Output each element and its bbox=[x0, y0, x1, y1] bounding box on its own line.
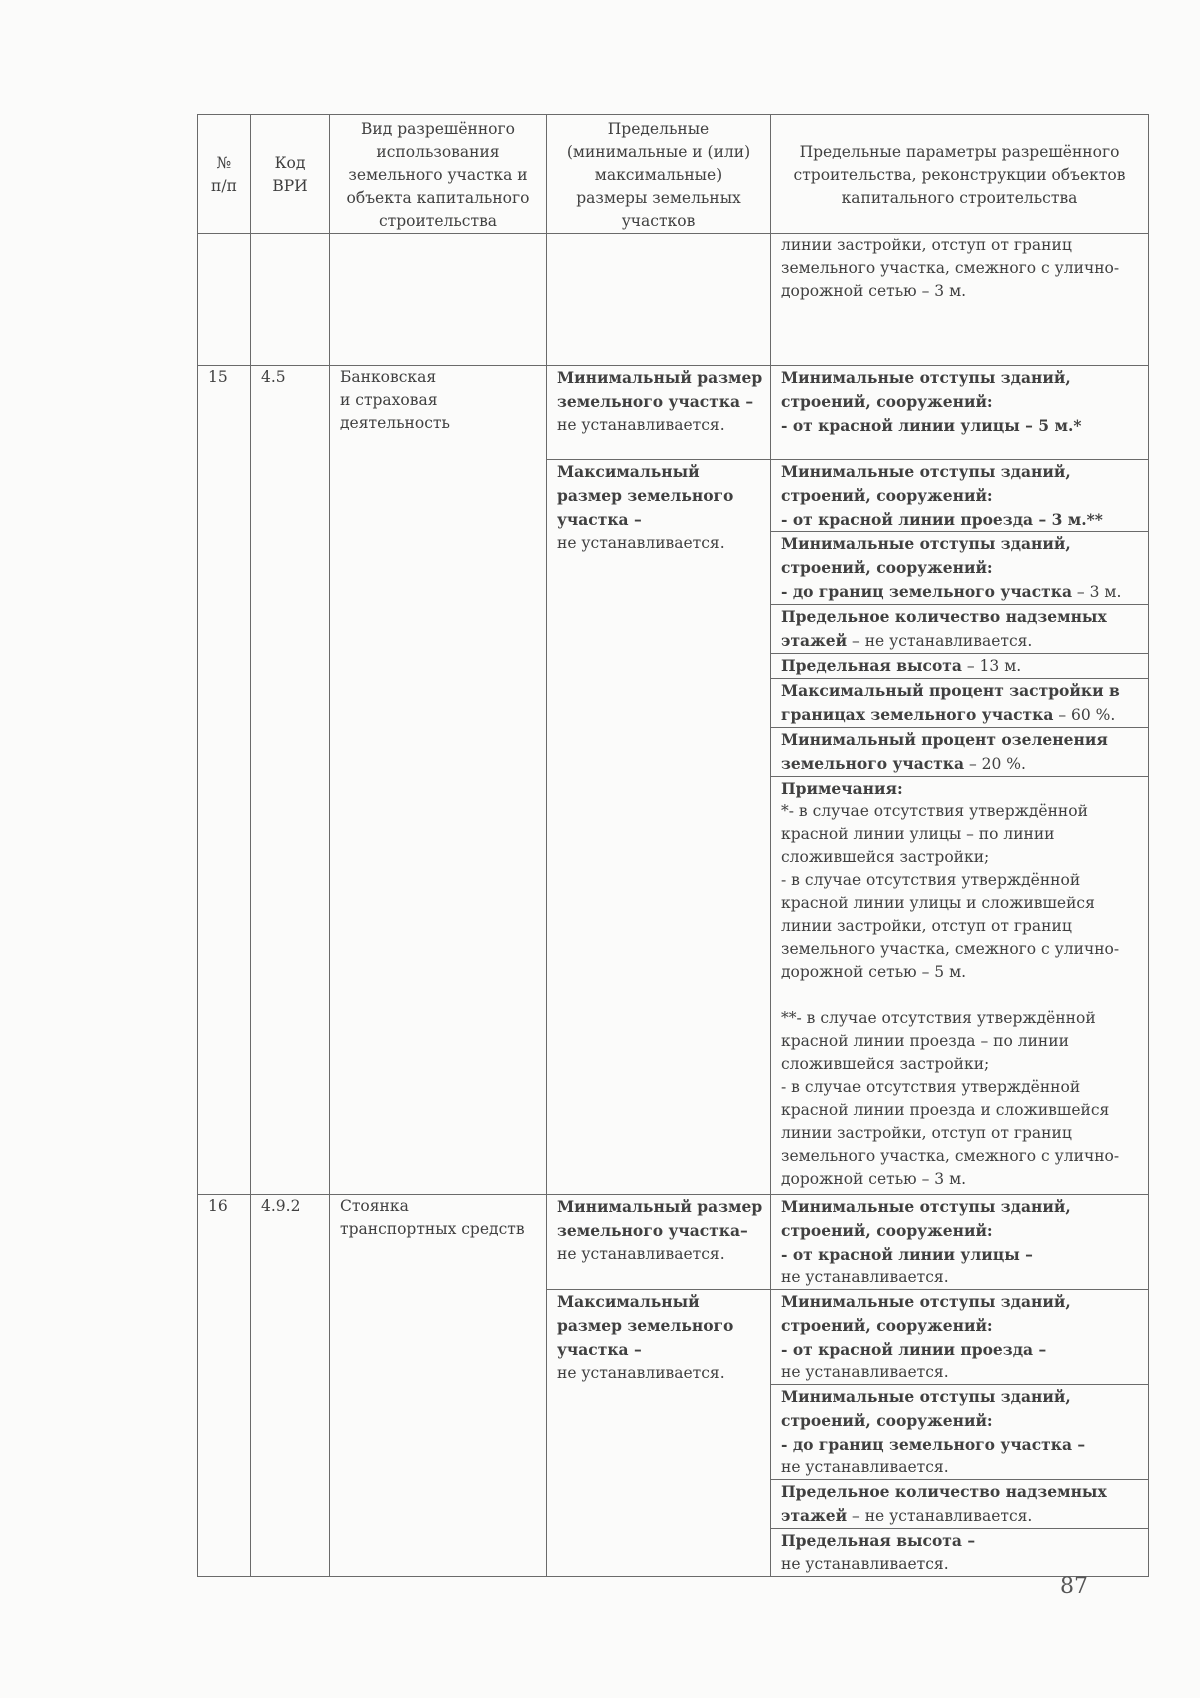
param-value: – 60 %. bbox=[1053, 706, 1116, 724]
param-label: Минимальные отступы зданий, строений, сооружений: bbox=[781, 1292, 1071, 1335]
param-label: Минимальные отступы зданий, строений, сооружений: bbox=[781, 1387, 1071, 1430]
header-use-type-line3: земельного участка и bbox=[348, 165, 528, 184]
table-row bbox=[198, 1195, 1149, 1290]
page-number: 87 bbox=[1060, 1574, 1088, 1599]
param-label: Минимальные отступы зданий, строений, сооружений: bbox=[781, 534, 1071, 577]
cell-empty bbox=[330, 234, 547, 366]
param-label: Предельное количество надземных этажей bbox=[781, 1482, 1107, 1525]
min-plot-size-label: Минимальный размер земельного участка – bbox=[557, 368, 763, 411]
min-plot-size bbox=[547, 1195, 771, 1290]
param-value: не устанавливается. bbox=[781, 1458, 949, 1476]
row-code: 4.5 bbox=[251, 366, 330, 1195]
max-plot-size-value: не устанавливается. bbox=[557, 1364, 725, 1382]
note-text: - в случае отсутствия утверждённой красной линии проезда и сложившейся линии застройки, отступ от границ земельного участка, смежного с улично-дорожной сетью – 3 м. bbox=[781, 1078, 1120, 1188]
header-plot-sizes-line5: участков bbox=[621, 211, 696, 230]
header-plot-sizes-line2: (минимальные и (или) bbox=[566, 142, 751, 161]
table-row bbox=[198, 366, 1149, 460]
param-setback-passage bbox=[771, 1290, 1149, 1385]
row-number: 15 bbox=[198, 366, 251, 1195]
param-value-label: - от красной линии проезда – bbox=[781, 1340, 1047, 1359]
param-value: – 13 м. bbox=[961, 657, 1022, 675]
param-value: не устанавливается. bbox=[781, 1363, 949, 1381]
row-use-type bbox=[330, 366, 547, 1195]
param-value: – 3 м. bbox=[1072, 583, 1122, 601]
header-use-type-line4: объекта капитального bbox=[346, 188, 530, 207]
note-text: *- в случае отсутствия утверждённой красной линии улицы – по линии сложившейся застройки; bbox=[781, 802, 1088, 866]
use-type-line: Стоянка bbox=[340, 1197, 409, 1215]
header-plot-sizes-line1: Предельные bbox=[607, 119, 710, 138]
continued-text: линии застройки, отступ от границ земельного участка, смежного с улично-дорожной сетью – 3 м. bbox=[771, 234, 1149, 366]
param-setback-passage bbox=[771, 460, 1149, 532]
use-type-line: Банковская bbox=[340, 368, 437, 386]
param-floors bbox=[771, 1480, 1149, 1529]
param-value: - от красной линии улицы – 5 м.* bbox=[781, 416, 1082, 435]
param-greenery-percent bbox=[771, 728, 1149, 777]
cell-empty bbox=[251, 234, 330, 366]
header-plot-sizes-line4: размеры земельных bbox=[576, 188, 741, 207]
header-use-type-line2: использования bbox=[376, 142, 500, 161]
header-code bbox=[251, 115, 330, 234]
param-building-percent bbox=[771, 679, 1149, 728]
param-value: – не устанавливается. bbox=[847, 632, 1033, 650]
header-number-line1: № bbox=[216, 154, 232, 172]
param-label: Минимальные отступы зданий, строений, сооружений: bbox=[781, 1197, 1071, 1240]
min-plot-size-label: Минимальный размер земельного участка– bbox=[557, 1197, 763, 1240]
min-plot-size-value: не устанавливается. bbox=[557, 1245, 725, 1263]
param-label: Предельная высота – bbox=[781, 1531, 976, 1550]
table-row-continuation bbox=[198, 234, 1149, 366]
header-params-line2: строительства, реконструкции объектов bbox=[793, 165, 1126, 184]
param-setback-boundary bbox=[771, 1385, 1149, 1480]
param-value: - от красной линии проезда – 3 м.** bbox=[781, 510, 1103, 529]
note-text: - в случае отсутствия утверждённой красной линии улицы и сложившейся линии застройки, отступ от границ земельного участка, смежного с улично-дорожной сетью – 5 м. bbox=[781, 871, 1120, 981]
header-number-line2: п/п bbox=[211, 177, 237, 195]
header-params-line1: Предельные параметры разрешённого bbox=[799, 142, 1120, 161]
row-use-type bbox=[330, 1195, 547, 1577]
header-use-type bbox=[330, 115, 547, 234]
use-type-line: деятельность bbox=[340, 414, 450, 432]
param-value-label: - до границ земельного участка bbox=[781, 582, 1072, 601]
header-construction-params bbox=[771, 115, 1149, 234]
param-label: Минимальные отступы зданий, строений, сооружений: bbox=[781, 462, 1071, 505]
cell-empty bbox=[198, 234, 251, 366]
note-spacer bbox=[781, 984, 1141, 1007]
param-setback-boundary bbox=[771, 532, 1149, 605]
param-value: – 20 %. bbox=[964, 755, 1026, 773]
min-plot-size-value: не устанавливается. bbox=[557, 416, 725, 434]
note-text: **- в случае отсутствия утверждённой красной линии проезда – по линии сложившейся застройки; bbox=[781, 1009, 1096, 1073]
header-plot-sizes-line3: максимальные) bbox=[594, 165, 723, 184]
row-number: 16 bbox=[198, 1195, 251, 1577]
param-value: не устанавливается. bbox=[781, 1268, 949, 1286]
use-type-line: транспортных средств bbox=[340, 1220, 525, 1238]
header-use-type-line5: строительства bbox=[378, 211, 498, 230]
cell-empty bbox=[547, 234, 771, 366]
header-use-type-line1: Вид разрешённого bbox=[361, 119, 515, 138]
notes-cell bbox=[771, 777, 1149, 1195]
param-floors bbox=[771, 605, 1149, 654]
param-height bbox=[771, 1529, 1149, 1577]
param-height bbox=[771, 654, 1149, 679]
max-plot-size-label: Максимальный размер земельного участка – bbox=[557, 462, 734, 529]
header-code-line2: ВРИ bbox=[272, 177, 308, 195]
max-plot-size bbox=[547, 1290, 771, 1577]
param-label: Максимальный процент застройки в границах земельного участка bbox=[781, 681, 1120, 724]
param-value: не устанавливается. bbox=[781, 1555, 949, 1573]
header-plot-sizes bbox=[547, 115, 771, 234]
land-use-regulations-table bbox=[197, 114, 1149, 1577]
use-type-line: и страховая bbox=[340, 391, 438, 409]
min-plot-size bbox=[547, 366, 771, 460]
param-label: Предельная высота bbox=[781, 656, 962, 675]
param-setback-street bbox=[771, 366, 1149, 460]
row-code: 4.9.2 bbox=[251, 1195, 330, 1577]
max-plot-size-label: Максимальный размер земельного участка – bbox=[557, 1292, 734, 1359]
header-params-line3: капитального строительства bbox=[841, 188, 1078, 207]
param-label: Минимальные отступы зданий, строений, сооружений: bbox=[781, 368, 1071, 411]
table-header-row bbox=[198, 115, 1149, 234]
notes-title: Примечания: bbox=[781, 779, 903, 798]
header-code-line1: Код bbox=[274, 154, 306, 172]
param-label: Предельное количество надземных этажей bbox=[781, 607, 1107, 650]
max-plot-size bbox=[547, 460, 771, 1195]
param-value: – не устанавливается. bbox=[847, 1507, 1033, 1525]
header-number bbox=[198, 115, 251, 234]
param-value-label: - до границ земельного участка – bbox=[781, 1435, 1086, 1454]
max-plot-size-value: не устанавливается. bbox=[557, 534, 725, 552]
param-setback-street bbox=[771, 1195, 1149, 1290]
param-label: Минимальный процент озеленения земельного участка bbox=[781, 730, 1108, 773]
param-value-label: - от красной линии улицы – bbox=[781, 1245, 1033, 1264]
